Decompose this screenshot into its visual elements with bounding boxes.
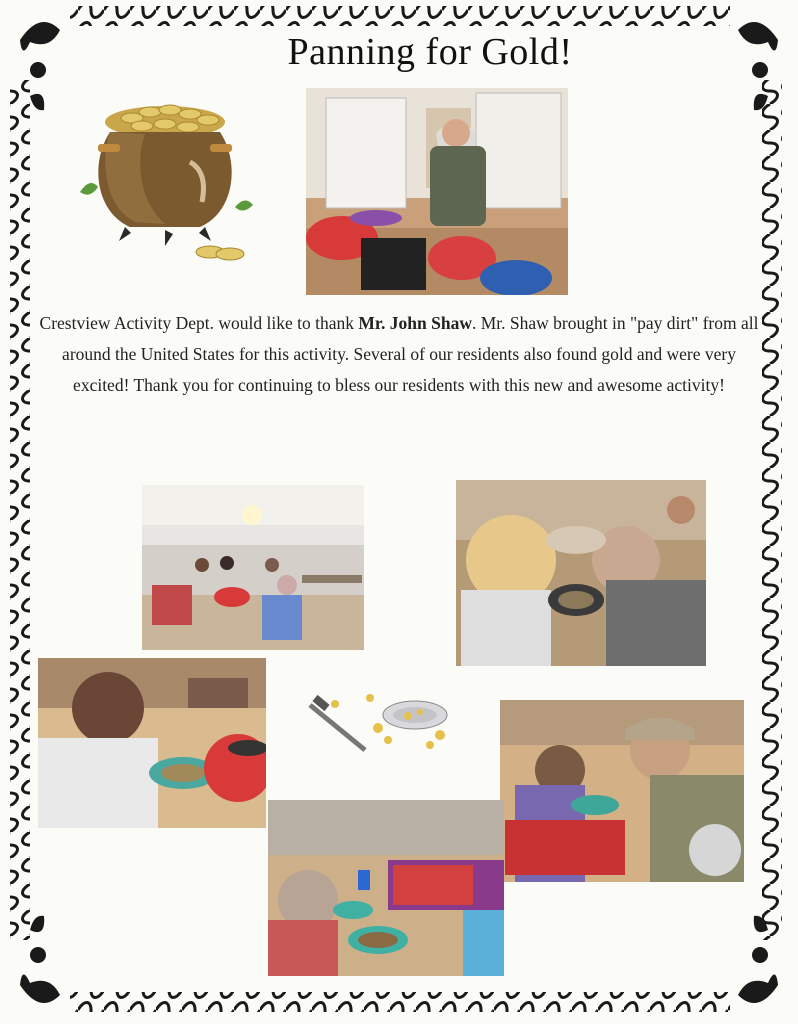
photo-john-shaw: [306, 88, 568, 295]
photo-residents-panning: [456, 480, 706, 666]
page-title: Panning for Gold!: [287, 31, 573, 73]
photo-woman-panning: [268, 800, 504, 976]
caption-body: . Mr. Shaw brought in "pay dirt" from all around the United States for this activity. Several of our residents also found gold and were very excited! Thank you for continuing to bless our residents with this new and awesome activity!: [62, 313, 759, 395]
pot-of-gold-icon: [70, 92, 260, 272]
caption-intro: Crestview Activity Dept. would like to thank: [39, 313, 359, 333]
caption-name: Mr. John Shaw: [358, 313, 472, 333]
thank-you-caption: [38, 308, 760, 401]
gold-pan-pick-icon: [290, 690, 460, 765]
photo-dining-room: [142, 485, 364, 650]
photo-helping-resident: [500, 700, 744, 882]
photo-man-with-pan: [38, 658, 266, 828]
